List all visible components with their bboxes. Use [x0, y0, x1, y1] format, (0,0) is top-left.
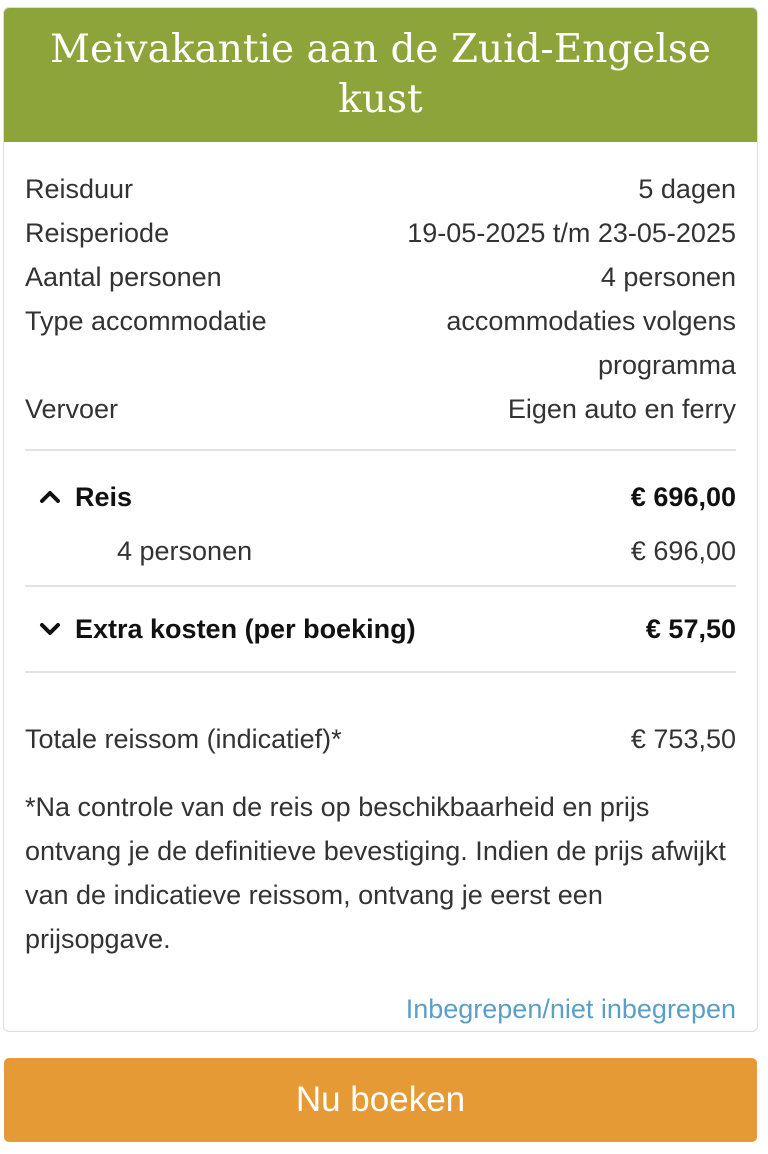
detail-value: Eigen auto en ferry	[507, 394, 736, 424]
detail-value: 4 personen	[600, 262, 736, 292]
book-now-button[interactable]: Nu boeken	[4, 1058, 757, 1142]
total-label: Totale reissom (indicatief)*	[25, 724, 342, 754]
detail-label: Type accommodatie	[25, 306, 267, 336]
total-row	[25, 717, 736, 761]
chevron-up-icon[interactable]	[25, 490, 75, 504]
detail-label: Reisperiode	[25, 218, 170, 248]
price-value: € 57,50	[645, 614, 736, 644]
price-section-reis	[25, 451, 736, 585]
price-label: Extra kosten (per boeking)	[75, 614, 416, 644]
subitem-label: 4 personen	[117, 536, 253, 566]
detail-value: accommodaties volgens programma	[446, 306, 736, 380]
booking-summary-card	[3, 7, 758, 1032]
divider	[25, 671, 736, 673]
included-link[interactable]: Inbegrepen/niet inbegrepen	[405, 994, 736, 1024]
detail-label: Aantal personen	[25, 262, 222, 292]
detail-value: 5 dagen	[638, 174, 736, 204]
chevron-down-icon[interactable]	[25, 622, 75, 636]
detail-row-reisduur	[25, 167, 736, 211]
card-header	[4, 8, 757, 142]
price-section-extra	[25, 587, 736, 671]
total-value: € 753,50	[630, 724, 736, 754]
detail-row-type-accommodatie	[25, 299, 736, 387]
trip-title: Meivakantie aan de Zuid-Engelse kust	[50, 27, 711, 122]
detail-label: Reisduur	[25, 174, 134, 204]
price-value: € 696,00	[630, 482, 736, 512]
price-toggle-reis[interactable]	[25, 475, 736, 519]
disclaimer-text: *Na controle van de reis op beschikbaarheid en prijs ontvang je de definitieve bevestiging. Indien de prijs afwijkt van de indicatieve reissom, ontvang je eerst een prijsopgave.	[25, 792, 726, 954]
detail-value: 19-05-2025 t/m 23-05-2025	[407, 218, 736, 248]
price-label: Reis	[75, 482, 133, 512]
price-toggle-extra[interactable]	[25, 607, 736, 651]
card-body	[4, 142, 757, 1031]
detail-row-aantal-personen	[25, 255, 736, 299]
detail-row-reisperiode	[25, 211, 736, 255]
trip-details-table	[25, 167, 736, 431]
detail-row-vervoer	[25, 387, 736, 431]
price-subitem	[25, 529, 736, 573]
detail-label: Vervoer	[25, 394, 119, 424]
subitem-value: € 696,00	[630, 536, 736, 566]
